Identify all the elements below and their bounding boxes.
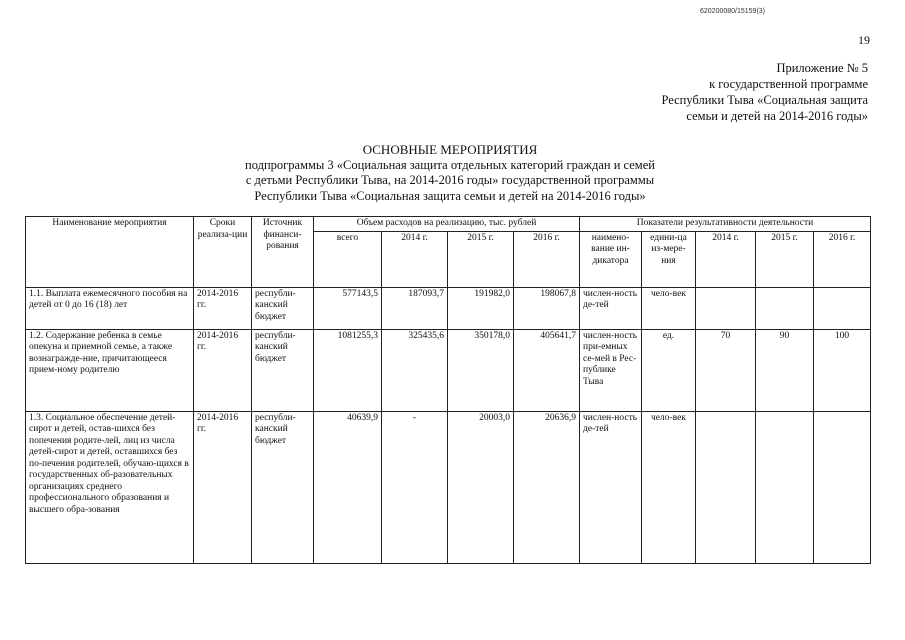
cell-indicator: числен-ность при-емных се-мей в Рес-публике Тыва [580,329,642,411]
cell-indicator: числен-ность де-тей [580,287,642,329]
header-indicators-group: Показатели результативности деятельности [580,217,871,232]
title-line: Республики Тыва «Социальная защита семьи и детей на 2014-2016 годы» [254,188,646,203]
header-2016: 2016 г. [514,231,580,287]
cell-source: республи-канский бюджет [252,411,314,563]
cell-indicator-2014 [696,411,756,563]
header-indicator-2014: 2014 г. [696,231,756,287]
cell-name: 1.1. Выплата ежемесячного пособия на детей от 0 до 16 (18) лет [26,287,194,329]
cell-indicator-2015: 90 [756,329,814,411]
document-id: 620200080/15159(3) [700,8,766,15]
header-indicator-name: наимено-вание ин-дикатора [580,231,642,287]
table-row [26,329,871,411]
title-line: подпрограммы 3 «Социальная защита отдельных категорий граждан и семей [245,157,655,172]
cell-2016: 405641,7 [514,329,580,411]
title-main: ОСНОВНЫЕ МЕРОПРИЯТИЯ [362,142,538,157]
appendix-block [548,60,868,124]
cell-name: 1.2. Содержание ребенка в семье опекуна и приемной семье, а также вознагражде-ние, причитающееся прием-ному родителю [26,329,194,411]
header-expenses-group: Объем расходов на реализацию, тыс. рублей [314,217,580,232]
appendix-line: к государственной программе [709,77,868,91]
header-name: Наименование мероприятия [26,217,194,288]
header-indicator-2016: 2016 г. [814,231,871,287]
cell-terms: 2014-2016 гг. [194,287,252,329]
cell-source: республи-канский бюджет [252,329,314,411]
cell-total: 1081255,3 [314,329,382,411]
cell-2015: 191982,0 [448,287,514,329]
table-row [26,287,871,329]
cell-indicator-2016 [814,411,871,563]
cell-indicator-2014: 70 [696,329,756,411]
header-source: Источник финанси-рования [252,217,314,288]
table-row [26,411,871,563]
cell-source: республи-канский бюджет [252,287,314,329]
cell-total: 577143,5 [314,287,382,329]
cell-indicator-2014 [696,287,756,329]
cell-indicator-2016 [814,287,871,329]
appendix-line: Приложение № 5 [776,61,868,75]
appendix-line: семьи и детей на 2014-2016 годы» [686,109,868,123]
header-unit: едини-ца из-мере-ния [642,231,696,287]
header-2014: 2014 г. [382,231,448,287]
cell-2016: 20636,9 [514,411,580,563]
cell-2014: - [382,411,448,563]
page-number: 19 [858,33,870,47]
cell-2014: 187093,7 [382,287,448,329]
cell-total: 40639,9 [314,411,382,563]
header-terms: Сроки реализа-ции [194,217,252,288]
document-title [130,142,770,204]
cell-2016: 198067,8 [514,287,580,329]
cell-terms: 2014-2016 гг. [194,329,252,411]
cell-indicator-2015 [756,287,814,329]
cell-indicator-2016: 100 [814,329,871,411]
header-row [26,217,871,232]
measures-table [25,216,871,564]
cell-2015: 20003,0 [448,411,514,563]
title-line: с детьми Республики Тыва, на 2014-2016 годы» государственной программы [245,173,655,187]
cell-terms: 2014-2016 гг. [194,411,252,563]
cell-unit: чело-век [642,287,696,329]
cell-name: 1.3. Социальное обеспечение детей-сирот и детей, остав-шихся без попечения родите-лей, лиц из числа детей-сирот и детей, оставшихся без по-печения родителей, обучаю-щихся в государственных об-разовательных организациях среднего профессионального образования и высшего обра-зования [26,411,194,563]
cell-indicator: числен-ность де-тей [580,411,642,563]
cell-unit: чело-век [642,411,696,563]
cell-2015: 350178,0 [448,329,514,411]
header-indicator-2015: 2015 г. [756,231,814,287]
appendix-line: Республики Тыва «Социальная защита [661,93,868,107]
cell-indicator-2015 [756,411,814,563]
header-2015: 2015 г. [448,231,514,287]
cell-unit: ед. [642,329,696,411]
cell-2014: 325435,6 [382,329,448,411]
header-total: всего [314,231,382,287]
